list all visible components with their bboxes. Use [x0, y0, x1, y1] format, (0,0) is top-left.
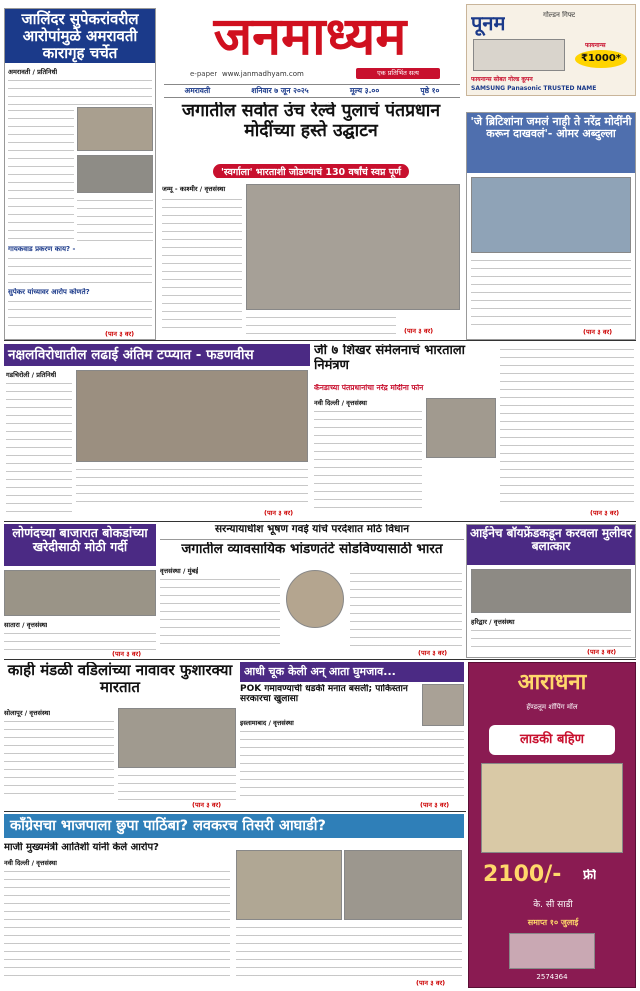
ad-line: फायनान्स सोबत गोल्ड कूपन — [471, 76, 533, 83]
ad-offer-label: फायनान्स — [585, 42, 606, 49]
story-g7-photo — [426, 398, 496, 458]
story-naxal-photo — [76, 370, 308, 462]
story-fushar-dateline: सोलापूर / वृत्तसंस्था — [4, 709, 51, 717]
story-g7-headline: जी ७ शिखर संमेलनाचं भारताला निमंत्रण — [314, 344, 466, 373]
story-bridge-continued[interactable]: (पान ३ वर) — [404, 327, 434, 335]
story-rape — [466, 524, 636, 658]
story-congress — [4, 814, 464, 988]
separator-4 — [4, 811, 466, 812]
story-jail-headline: जालिंदर सुपेकरांवरील आरोपांमुळे अमरावती कारागृह चर्चेत — [5, 9, 155, 63]
story-g7 — [314, 344, 636, 520]
epaper-label: e-paper — [190, 70, 218, 78]
story-bridge-dateline: जम्मू - काश्मीर / वृत्तसंस्था — [162, 185, 226, 193]
date-bar — [164, 84, 460, 98]
story-congress-body-a — [4, 868, 230, 978]
story-jail-photo-2 — [77, 155, 153, 193]
story-fushar-body-b — [118, 772, 236, 800]
story-fushar-photo — [118, 708, 236, 768]
story-g7-dateline: नवी दिल्ली / वृत्तसंस्था — [314, 399, 367, 407]
story-bridge-body-b — [246, 314, 396, 334]
story-rape-headline: आईनेच बॉयफ्रेंडकडून करवला मुलीवर बलात्कार — [467, 525, 635, 565]
ad-poonam-brand: पूनम — [471, 11, 506, 35]
pages-text: पृष्ठे १० — [420, 86, 440, 95]
story-jail-body-b — [8, 107, 74, 151]
story-fushar-headline: काही मंडळी वडिलांच्या नावावर फुशारक्या मारतात — [7, 662, 233, 696]
story-omar — [466, 112, 636, 340]
story-jail-body-c — [8, 155, 74, 241]
ad-aradhana-car-image — [481, 763, 623, 853]
story-gavai-body-b — [350, 570, 462, 648]
story-jail-subhead-2: सुपेकर यांच्यावर आरोप कोणते? — [8, 288, 90, 296]
story-jail-body-f — [8, 298, 152, 328]
story-lonand — [4, 524, 156, 658]
story-fushar — [4, 662, 236, 810]
story-fushar-continued[interactable]: (पान ३ वर) — [192, 801, 222, 809]
ad-aradhana-model-image — [509, 933, 595, 969]
story-pok-body — [240, 728, 464, 800]
ad-aradhana-brand: आराधना — [517, 671, 587, 695]
separator-1 — [4, 340, 636, 341]
story-rape-body — [471, 627, 631, 649]
story-bridge-headline: जगातील सर्वात उंच रेल्वे पुलाचं पंतप्रधान मोदींच्या हस्ते उद्घाटन — [181, 102, 441, 141]
story-jail-subhead-1: गायकवाड प्रकरण काय? - — [8, 245, 76, 253]
ad-aradhana-price: 2100/- — [483, 863, 562, 887]
ad-aradhana[interactable] — [468, 662, 636, 988]
story-lonand-headline: लोणंदच्या बाजारात बोकडांच्या खरेदीसाठी मोठी गर्दी — [4, 524, 156, 566]
tagline: एक प्रतिभिंत सत्य — [356, 68, 440, 79]
story-naxal-continued[interactable]: (पान ३ वर) — [264, 509, 294, 517]
ad-aradhana-deadline: समाप्त १० जुलाई — [527, 918, 579, 927]
story-pok-headline: POK गमावण्याची धडकी मनात बसली; पाकिस्तान सरकारचा खुलासा — [240, 684, 408, 705]
story-congress-dateline: नवी दिल्ली / वृत्तसंस्था — [4, 859, 57, 867]
story-rape-photo — [471, 569, 631, 613]
story-bridge-subhead — [160, 160, 462, 178]
story-bridge — [160, 100, 462, 338]
story-lonand-photo — [4, 570, 156, 616]
story-lonand-dateline: सातारा / वृत्तसंस्था — [4, 621, 48, 629]
story-omar-photo-bridge — [471, 177, 631, 253]
story-rape-dateline: हरिद्वार / वृत्तसंस्था — [471, 618, 515, 626]
story-congress-photo-1 — [236, 850, 342, 920]
story-gavai-headline: जगातील व्यावसायिक भांडणतंटे सोडविण्यासाठी भारत — [181, 542, 443, 557]
story-congress-photo-2 — [344, 850, 462, 920]
ad-aradhana-campaign: लाडकी बहिण — [489, 725, 615, 755]
separator-2 — [4, 521, 636, 522]
ad-poonam[interactable] — [466, 4, 636, 96]
date-city: अमरावती — [184, 86, 211, 95]
story-fushar-body-a — [4, 718, 114, 800]
price-text: मूल्य ३.०० — [349, 86, 380, 95]
story-omar-body — [471, 257, 631, 327]
ad-aradhana-phone: 2574364 — [536, 973, 568, 981]
story-congress-body-b — [236, 924, 462, 978]
story-naxal-headline: नक्षलविरोधातील लढाई अंतिम टप्प्यात - फडणवीस — [4, 344, 310, 366]
story-pok-continued[interactable]: (पान ३ वर) — [420, 801, 450, 809]
story-jail-body-e — [8, 255, 152, 285]
story-bridge-body-a — [162, 196, 242, 334]
story-pok — [240, 662, 464, 810]
story-naxal-dateline: गडचिरोली / प्रतिनिधी — [6, 371, 57, 379]
story-congress-headline: काँग्रेसचा भाजपाला छुपा पाठिंबा? लवकरच तिसरी आघाडी? — [4, 814, 464, 838]
story-bridge-photo-modi — [246, 184, 460, 310]
ad-product-image — [473, 39, 565, 71]
story-lonand-continued[interactable]: (पान ३ वर) — [112, 650, 142, 658]
ad-aradhana-note: के. सी साडी — [533, 900, 573, 910]
story-naxal-body-a — [6, 380, 72, 516]
story-jail-photo-1 — [77, 107, 153, 151]
story-rape-continued[interactable]: (पान ३ वर) — [587, 648, 617, 656]
story-g7-body-a — [314, 408, 422, 508]
story-gavai-photo — [286, 570, 344, 628]
story-jail — [4, 8, 156, 340]
masthead-title: जनमाध्यम — [213, 7, 407, 67]
story-gavai-continued[interactable]: (पान ३ वर) — [418, 649, 448, 657]
story-gavai-dateline: वृत्तसंस्था / मुंबई — [160, 567, 199, 575]
ad-aradhana-price-suffix: फ्री — [583, 869, 597, 883]
ad-poonam-sub: गोल्डन गिफ्ट — [543, 11, 576, 19]
story-lonand-body — [4, 630, 156, 650]
story-gavai-kicker: सरन्यायाधीश भूषण गवई यांचे परदेशात मोठे विधान — [160, 524, 464, 540]
story-jail-body-d — [77, 197, 153, 241]
ad-brands: SAMSUNG Panasonic TRUSTED NAME — [471, 85, 597, 92]
website-link[interactable]: www.janmadhyam.com — [222, 70, 304, 78]
story-jail-continued[interactable]: (पान ३ वर) — [105, 330, 135, 338]
story-gavai — [160, 524, 464, 658]
date-text: शनिवार ७ जून २०२५ — [251, 86, 309, 95]
story-bridge-subhead-text: 'स्वर्गाला' भारताशी जोडण्याचं 130 वर्षांचं स्वप्न पूर्ण — [213, 164, 409, 178]
story-naxal — [4, 344, 310, 520]
story-pok-kicker: आधी चूक केली अन् आता घुमजाव... — [240, 662, 464, 682]
story-pok-photo — [422, 684, 464, 726]
story-gavai-body-a — [160, 576, 280, 648]
story-jail-dateline: अमरावती / प्रतिनिधी — [8, 68, 58, 76]
story-g7-subhead: कॅनडाच्या पंतप्रधानांचा नरेंद्र मोदींना फोन — [314, 384, 424, 392]
story-pok-dateline: इस्लामाबाद / वृत्तसंस्था — [240, 719, 294, 727]
ad-aradhana-sub: हॅण्डलूम शॉपिंग मॉल — [526, 703, 578, 711]
story-g7-body-b — [500, 346, 634, 508]
story-jail-body-a — [8, 77, 152, 105]
story-congress-subhead: माजी मुख्यमंत्री आतिशी यांनी केले आरोप? — [4, 842, 159, 853]
story-omar-continued[interactable]: (पान ३ वर) — [583, 328, 613, 336]
story-g7-continued[interactable]: (पान ३ वर) — [590, 509, 620, 517]
story-omar-headline: 'जे ब्रिटिशांना जमलं नाही ते नरेंद्र मोदींनी करून दाखवलं'- ओमर अब्दुल्ला — [467, 113, 635, 173]
ad-offer-value: ₹1000* — [575, 50, 627, 68]
separator-3 — [4, 659, 636, 660]
story-congress-continued[interactable]: (पान ३ वर) — [416, 979, 446, 987]
story-naxal-body-b — [76, 466, 308, 508]
